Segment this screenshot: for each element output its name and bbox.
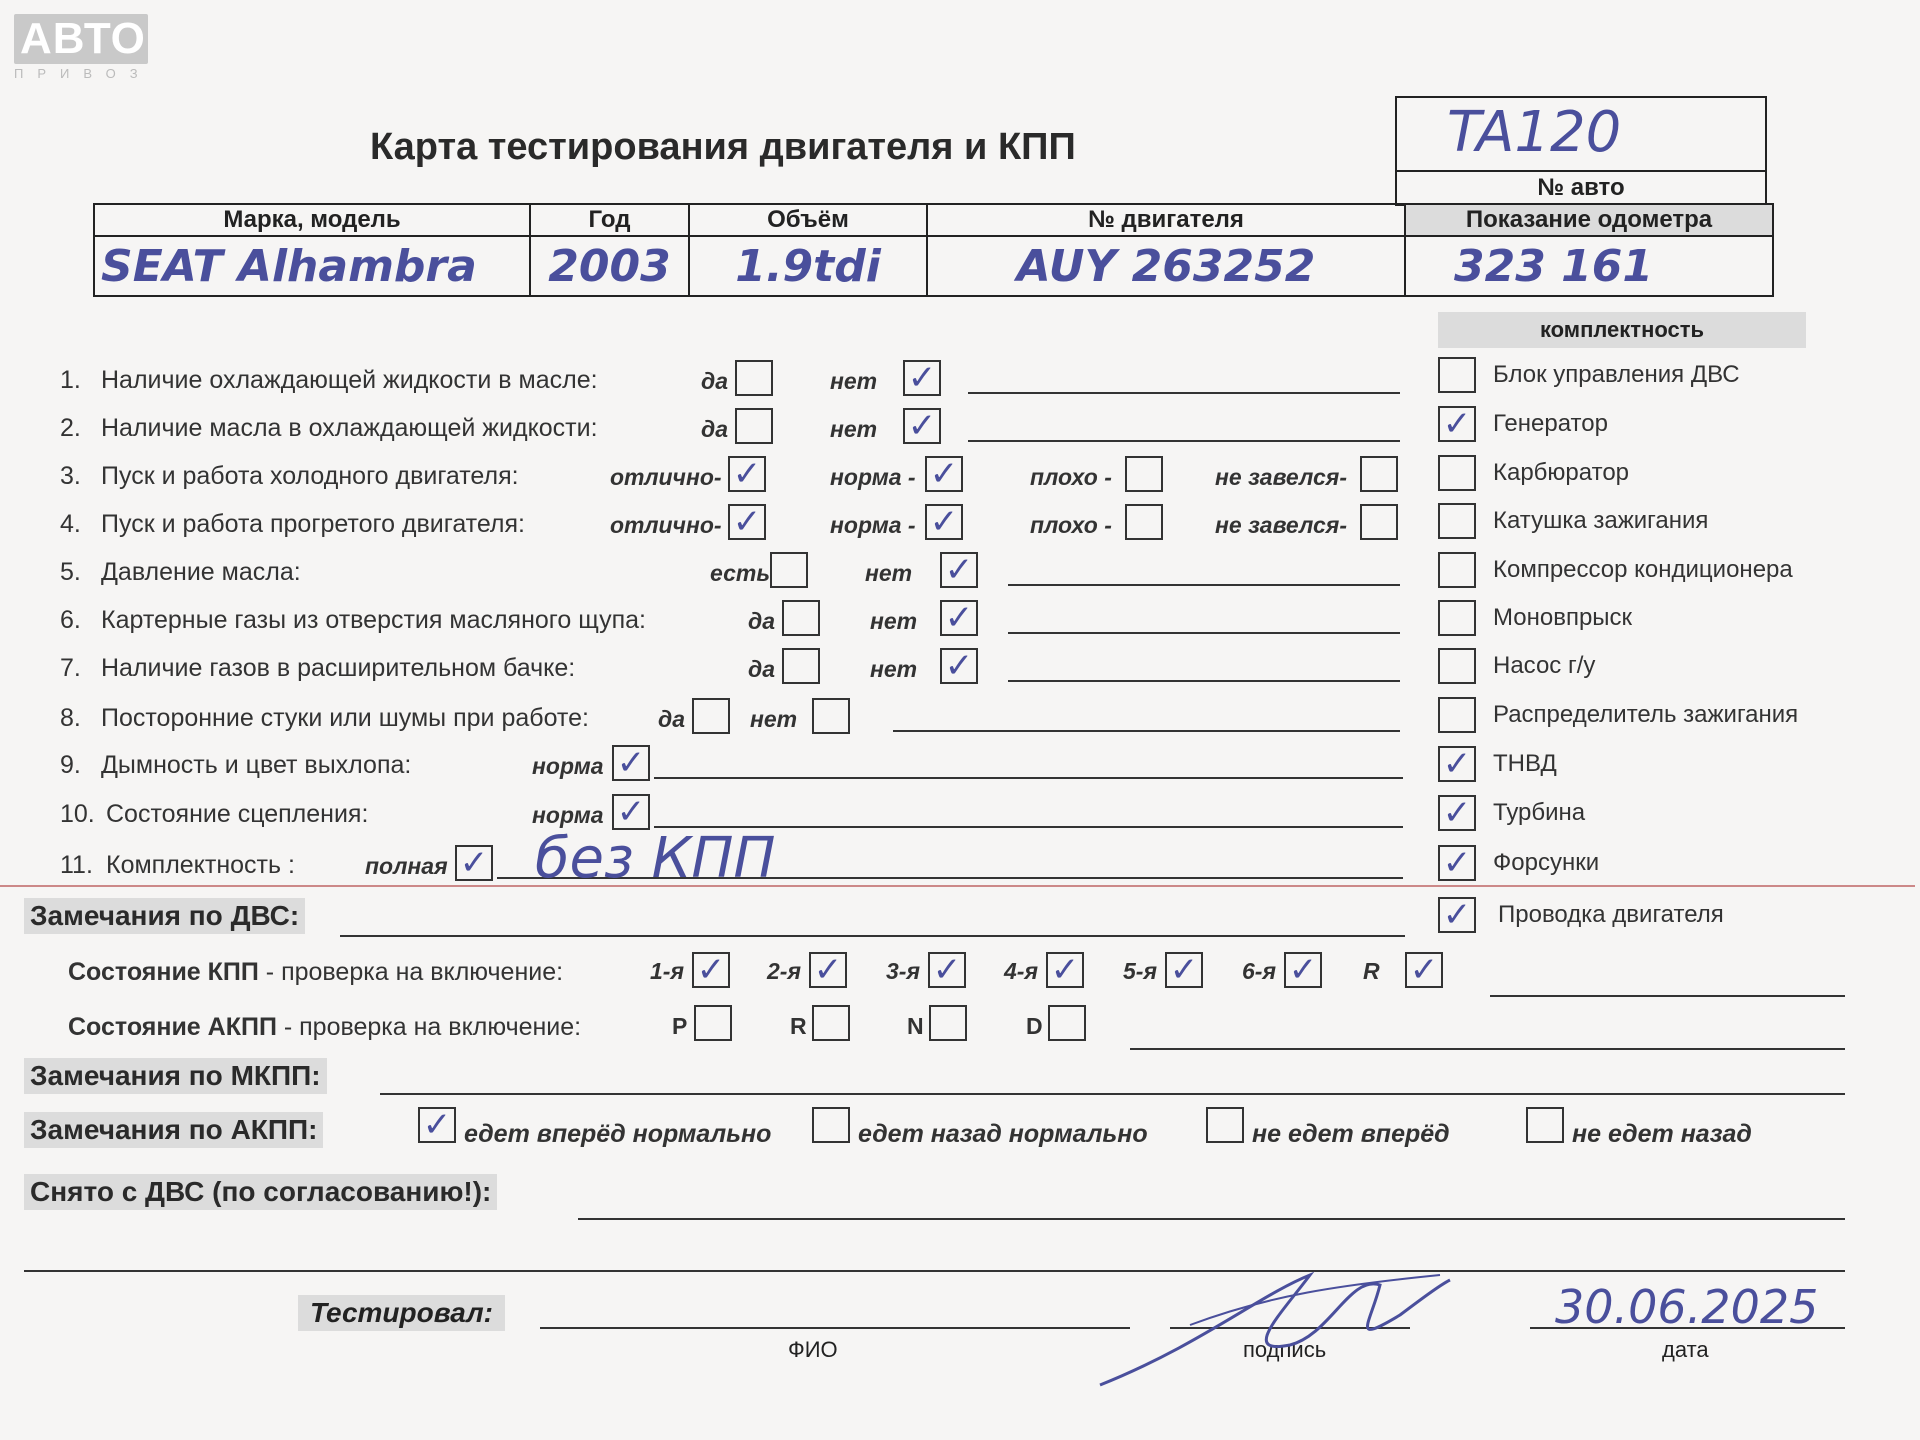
gear-checkbox[interactable]: ✓: [1405, 952, 1443, 988]
option-label: плохо -: [1030, 512, 1112, 538]
gear-checkbox[interactable]: [1048, 1005, 1086, 1041]
kit-checkbox[interactable]: ✓: [1438, 406, 1476, 442]
option-label: да: [658, 706, 686, 732]
q11-note: без КПП: [535, 826, 776, 891]
akpp-option-checkbox[interactable]: [1526, 1107, 1564, 1143]
date-value: 30.06.2025: [1555, 1280, 1819, 1334]
gear-label: 2-я: [767, 958, 801, 984]
gear-checkbox[interactable]: ✓: [692, 952, 730, 988]
gear-label: D: [1026, 1013, 1043, 1039]
gear-label: N: [907, 1013, 924, 1039]
col-odometer: Показание одометра: [1405, 204, 1773, 236]
option-checkbox[interactable]: [1360, 504, 1398, 540]
option-label: нет: [865, 560, 913, 586]
question-text: Состояние сцепления:: [106, 800, 369, 828]
value-year: 2003: [530, 236, 689, 296]
signature-scribble: [1080, 1255, 1460, 1395]
option-checkbox[interactable]: ✓: [940, 552, 978, 588]
option-label: нет: [830, 368, 878, 394]
kit-item-label: Генератор: [1493, 410, 1608, 437]
gear-checkbox[interactable]: [812, 1005, 850, 1041]
option-checkbox[interactable]: ✓: [903, 360, 941, 396]
option-checkbox[interactable]: ✓: [612, 745, 650, 781]
option-checkbox[interactable]: ✓: [728, 504, 766, 540]
option-label: да: [748, 608, 776, 634]
gear-label: 6-я: [1242, 958, 1276, 984]
akpp-option-label: не едет назад: [1572, 1120, 1752, 1148]
answer-line: [968, 440, 1400, 442]
akpp-title: [68, 1013, 581, 1042]
remarks-dvs-line: [340, 935, 1405, 937]
akpp-option-checkbox[interactable]: [1206, 1107, 1244, 1143]
value-volume: 1.9tdi: [689, 236, 927, 296]
tested-label: Тестировал:: [298, 1295, 505, 1331]
gear-label: 3-я: [886, 958, 920, 984]
vehicle-header-table: [93, 203, 1774, 297]
option-label: да: [748, 656, 776, 682]
gear-label: R: [1363, 958, 1380, 984]
option-checkbox[interactable]: [770, 552, 808, 588]
car-number-value: TA120: [1447, 100, 1622, 165]
kit-checkbox[interactable]: [1438, 455, 1476, 491]
car-number-box: [1395, 96, 1767, 206]
question-label: 8.: [60, 704, 81, 732]
col-make-model: Марка, модель: [94, 204, 530, 236]
question-text: Давление масла:: [101, 558, 301, 586]
question-label: 11.: [60, 851, 93, 879]
option-checkbox[interactable]: [1125, 456, 1163, 492]
fio-label: ФИО: [788, 1337, 838, 1362]
akpp-option-checkbox[interactable]: [812, 1107, 850, 1143]
option-label: отлично-: [610, 512, 722, 538]
gear-checkbox[interactable]: ✓: [928, 952, 966, 988]
kit-item-label: Компрессор кондиционера: [1493, 556, 1793, 583]
question-text: Наличие газов в расширительном бачке:: [101, 654, 576, 682]
kit-item-label: Катушка зажигания: [1493, 507, 1709, 534]
kit-checkbox[interactable]: ✓: [1438, 795, 1476, 831]
kit-item-label: Блок управления ДВС: [1493, 361, 1740, 388]
kit-item-label: Распределитель зажигания: [1493, 701, 1799, 728]
remarks-dvs-label: Замечания по ДВС:: [24, 898, 305, 934]
question-label: 10.: [60, 800, 95, 828]
question-text: Наличие масла в охлаждающей жидкости:: [101, 414, 598, 442]
question-text: Дымность и цвет выхлопа:: [101, 751, 412, 779]
gear-checkbox[interactable]: ✓: [809, 952, 847, 988]
gear-label: 4-я: [1004, 958, 1038, 984]
option-checkbox[interactable]: ✓: [940, 600, 978, 636]
removed-label: Снято с ДВС (по согласованию!):: [24, 1174, 497, 1210]
question-label: 1.: [60, 366, 81, 394]
akpp-option-label: едет назад нормально: [858, 1120, 1148, 1148]
option-checkbox[interactable]: ✓: [940, 648, 978, 684]
answer-line: [1008, 584, 1400, 586]
kpp-title-rest: - проверка на включение:: [258, 958, 564, 986]
option-checkbox[interactable]: ✓: [903, 408, 941, 444]
col-year: Год: [530, 204, 689, 236]
question-text: Картерные газы из отверстия масляного щупа:: [101, 606, 646, 634]
question-label: 6.: [60, 606, 81, 634]
option-label: полная: [365, 853, 448, 879]
option-label: плохо -: [1030, 464, 1112, 490]
kit-item-label: Моновпрыск: [1493, 604, 1633, 631]
kit-checkbox[interactable]: [1438, 552, 1476, 588]
kit-checkbox[interactable]: ✓: [1438, 897, 1476, 933]
option-label: нет: [830, 416, 878, 442]
question-label: 9.: [60, 751, 81, 779]
question-label: 7.: [60, 654, 81, 682]
option-label: не завелся-: [1215, 512, 1347, 538]
option-label: отлично-: [610, 464, 722, 490]
kit-checkbox[interactable]: [1438, 648, 1476, 684]
option-checkbox[interactable]: [812, 698, 850, 734]
page-title: Карта тестирования двигателя и КПП: [370, 126, 1076, 168]
value-make-model: SEAT Alhambra: [94, 236, 530, 296]
gear-label: 5-я: [1123, 958, 1157, 984]
kit-item-label: Форсунки: [1493, 849, 1600, 876]
gear-label: R: [790, 1013, 807, 1039]
akpp-option-label: едет вперёд нормально: [464, 1120, 772, 1148]
option-label: нет: [870, 656, 918, 682]
kit-item-label: Насос г/у: [1493, 652, 1596, 679]
kit-checkbox[interactable]: [1438, 697, 1476, 733]
kit-checkbox[interactable]: ✓: [1438, 746, 1476, 782]
remarks-akpp-label: Замечания по АКПП:: [24, 1112, 323, 1148]
value-engine-no: AUY 263252: [927, 236, 1405, 296]
col-engine-no: № двигателя: [927, 204, 1405, 236]
logo: [14, 14, 152, 81]
kpp-title-bold: Состояние КПП: [68, 958, 259, 986]
kit-checkbox[interactable]: ✓: [1438, 845, 1476, 881]
removed-line: [578, 1218, 1845, 1220]
question-text: Посторонние стуки или шумы при работе:: [101, 704, 589, 732]
akpp-title-bold: Состояние АКПП: [68, 1013, 277, 1041]
option-label: норма: [532, 802, 604, 828]
question-text: Пуск и работа холодного двигателя:: [101, 462, 519, 490]
question-label: 2.: [60, 414, 81, 442]
gear-checkbox[interactable]: [929, 1005, 967, 1041]
kit-item-label: ТНВД: [1493, 750, 1557, 777]
divider-red: [0, 885, 1915, 887]
col-volume: Объём: [689, 204, 927, 236]
kpp-line: [1490, 995, 1845, 997]
gear-checkbox[interactable]: [694, 1005, 732, 1041]
kpp-title: [68, 958, 563, 987]
gear-label: P: [672, 1013, 688, 1039]
question-text: Пуск и работа прогретого двигателя:: [101, 510, 525, 538]
gear-checkbox[interactable]: ✓: [1165, 952, 1203, 988]
remarks-mkpp-label: Замечания по МКПП:: [24, 1058, 327, 1094]
option-label: да: [701, 416, 729, 442]
kit-checkbox[interactable]: [1438, 600, 1476, 636]
option-label: есть: [710, 560, 770, 586]
option-label: нет: [870, 608, 918, 634]
kit-checkbox[interactable]: [1438, 503, 1476, 539]
remarks-mkpp-line: [380, 1093, 1845, 1095]
kit-title: [1438, 312, 1806, 348]
option-checkbox[interactable]: [735, 408, 773, 444]
option-checkbox[interactable]: ✓: [925, 456, 963, 492]
answer-line: [1008, 680, 1400, 682]
question-label: 3.: [60, 462, 81, 490]
answer-line: [893, 730, 1400, 732]
kit-item-label: Проводка двигателя: [1498, 901, 1724, 928]
answer-line: [1008, 632, 1400, 634]
date-label: дата: [1662, 1337, 1709, 1362]
option-checkbox[interactable]: [692, 698, 730, 734]
kit-checkbox[interactable]: [1438, 357, 1476, 393]
option-checkbox[interactable]: ✓: [612, 794, 650, 830]
car-number-label: № авто: [1397, 170, 1765, 204]
value-odometer: 323 161: [1405, 236, 1773, 296]
kit-item-label: Турбина: [1493, 799, 1586, 826]
option-label: не завелся-: [1215, 464, 1347, 490]
akpp-option-label: не едет вперёд: [1252, 1120, 1450, 1148]
akpp-option-checkbox[interactable]: ✓: [418, 1107, 456, 1143]
option-checkbox[interactable]: [735, 360, 773, 396]
option-label: норма: [532, 753, 604, 779]
kit-title-text: комплектность: [1539, 317, 1705, 342]
answer-line: [654, 777, 1403, 779]
gear-checkbox[interactable]: ✓: [1284, 952, 1322, 988]
akpp-line: [1130, 1048, 1845, 1050]
answer-line: [968, 392, 1400, 394]
question-text: Наличие охлаждающей жидкости в масле:: [101, 366, 598, 394]
option-label: норма -: [830, 464, 916, 490]
option-checkbox[interactable]: [782, 648, 820, 684]
fio-line: [540, 1327, 1130, 1329]
signature-label: подпись: [1243, 1337, 1327, 1362]
question-label: 5.: [60, 558, 81, 586]
gear-label: 1-я: [650, 958, 684, 984]
option-checkbox[interactable]: ✓: [925, 504, 963, 540]
option-checkbox[interactable]: ✓: [455, 845, 493, 881]
gear-checkbox[interactable]: ✓: [1046, 952, 1084, 988]
kit-item-label: Карбюратор: [1493, 459, 1630, 486]
question-label: 4.: [60, 510, 81, 538]
question-text: Комплектность :: [106, 851, 295, 879]
removed-line-2: [24, 1270, 1845, 1272]
option-checkbox[interactable]: [1360, 456, 1398, 492]
logo-mark: АВТО: [14, 14, 148, 64]
option-checkbox[interactable]: [1125, 504, 1163, 540]
option-checkbox[interactable]: [782, 600, 820, 636]
option-label: нет: [750, 706, 798, 732]
akpp-title-rest: - проверка на включение:: [276, 1013, 582, 1041]
logo-subtitle: ПРИВОЗ: [14, 66, 152, 81]
option-label: да: [701, 368, 729, 394]
option-label: норма -: [830, 512, 916, 538]
option-checkbox[interactable]: ✓: [728, 456, 766, 492]
